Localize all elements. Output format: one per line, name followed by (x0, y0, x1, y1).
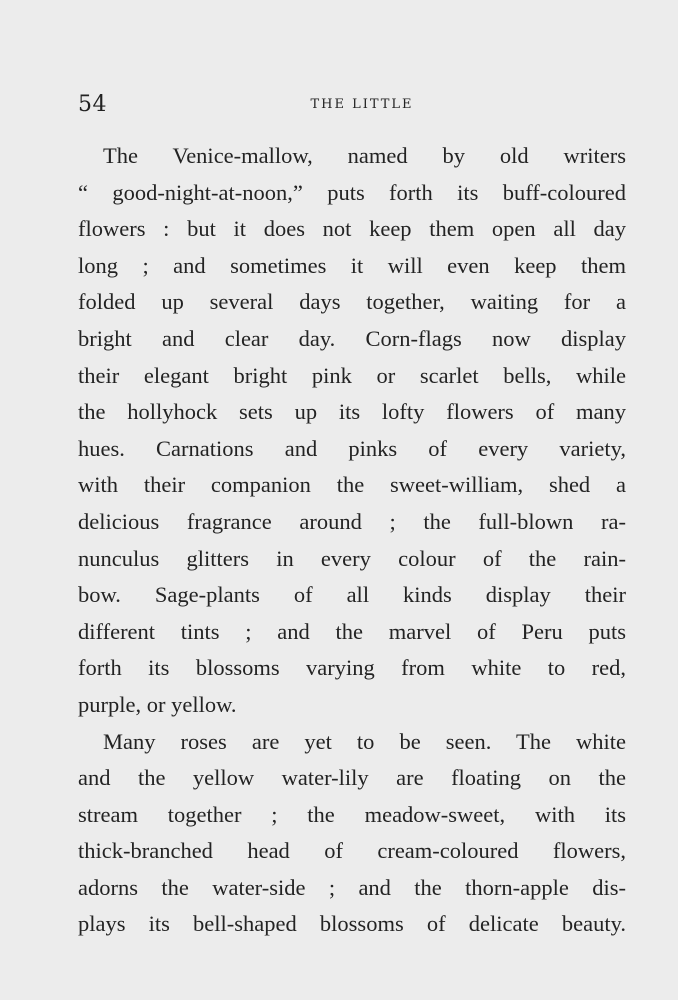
running-title: THE LITTLE (310, 97, 414, 112)
text-line: long ; and sometimes it will even keep them (78, 252, 626, 278)
text-line: with their companion the sweet-william, shed a (78, 472, 626, 498)
text-line: nunculus glitters in every colour of the rain- (78, 545, 626, 571)
text-line: The Venice-mallow, named by old writers (103, 143, 626, 168)
paragraph-1 (78, 138, 626, 724)
text-line: and the yellow water-lily are floating on the (78, 765, 626, 791)
text-line: folded up several days together, waiting for a (78, 289, 626, 315)
text-line: their elegant bright pink or scarlet bells, while (78, 362, 626, 388)
running-head (78, 92, 626, 122)
page-number: 54 (78, 92, 107, 117)
text-line: flowers : but it does not keep them open all day (78, 216, 626, 242)
text-line: different tints ; and the marvel of Peru puts (78, 618, 626, 644)
text-line: delicious fragrance around ; the full-blown ra- (78, 508, 626, 534)
text-line: “ good-night-at-noon,” puts forth its buff-coloured (78, 179, 626, 205)
body-text (78, 138, 626, 943)
text-line: hues. Carnations and pinks of every variety, (78, 435, 626, 461)
text-line: bow. Sage-plants of all kinds display their (78, 582, 626, 608)
text-line: the hollyhock sets up its lofty flowers of many (78, 399, 626, 425)
text-line: bright and clear day. Corn-flags now display (78, 325, 626, 351)
text-line: thick-branched head of cream-coloured flowers, (78, 838, 626, 864)
text-line: adorns the water-side ; and the thorn-apple dis- (78, 874, 626, 900)
text-line: stream together ; the meadow-sweet, with its (78, 801, 626, 827)
text-line: plays its bell-shaped blossoms of delicate beauty. (78, 911, 626, 937)
text-line: Many roses are yet to be seen. The white (103, 728, 626, 754)
text-line: purple, or yellow. (78, 691, 237, 717)
text-line: forth its blossoms varying from white to red, (78, 655, 626, 681)
paragraph-2 (78, 724, 626, 944)
